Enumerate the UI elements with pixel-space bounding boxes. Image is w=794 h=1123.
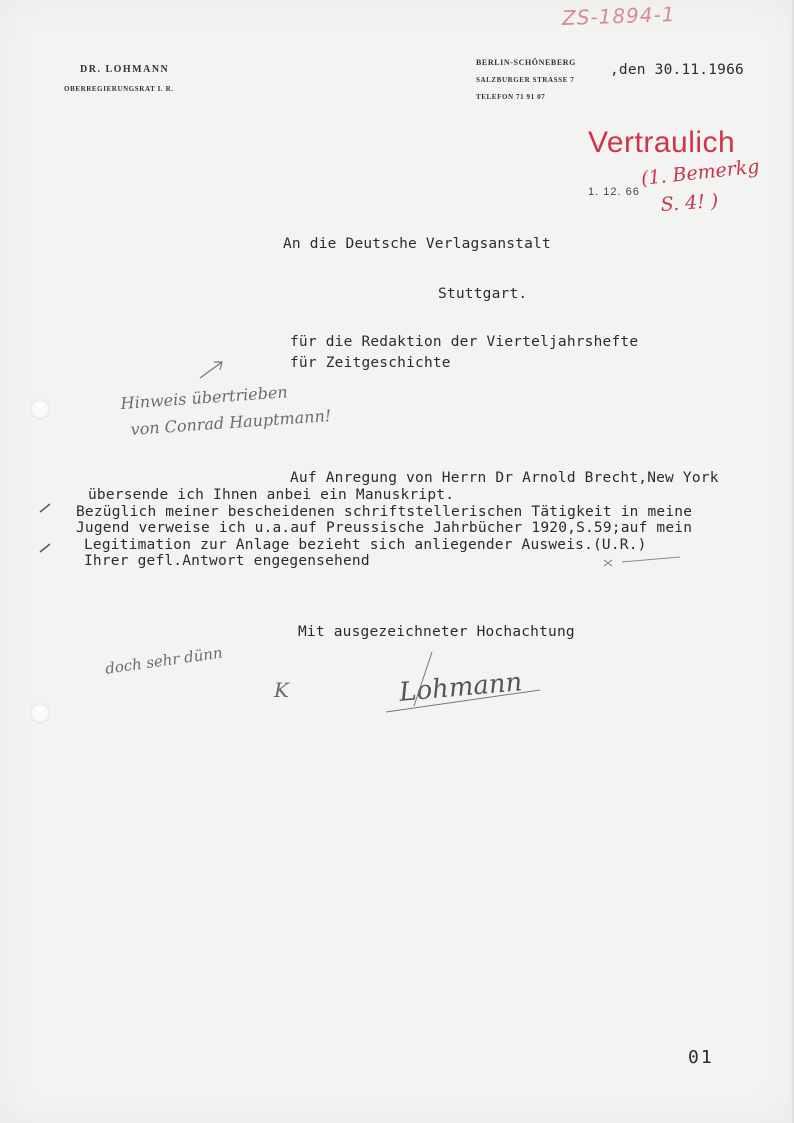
attention-line1: für die Redaktion der Vierteljahrshefte	[290, 334, 639, 350]
closing-formula: Mit ausgezeichneter Hochachtung	[298, 624, 575, 640]
letterhead-address-street: SALZBURGER STRASSE 7	[476, 76, 575, 84]
margin-note-line1: Hinweis übertrieben	[120, 382, 289, 413]
page-number: 01	[688, 1047, 714, 1068]
letterhead-address-city: BERLIN-SCHÖNEBERG	[476, 58, 576, 67]
letter-date: ,den 30.11.1966	[610, 62, 744, 78]
signature-stroke	[414, 652, 432, 706]
letterhead-title: OBERREGIERUNGSRAT I. R.	[64, 85, 174, 93]
body-line-3: Bezüglich meiner bescheidenen schriftstellerischen Tätigkeit in meine	[76, 504, 693, 520]
stamp-note-line2: S. 4! )	[660, 189, 719, 216]
body-line-4: Jugend verweise ich u.a.auf Preussische Jahrbücher 1920,S.59;auf mein	[76, 520, 693, 536]
margin-note-line2: von Conrad Hauptmann!	[130, 405, 332, 439]
arrow-mark-icon	[200, 362, 222, 378]
body-line-1: Auf Anregung von Herrn Dr Arnold Brecht,New York	[290, 470, 719, 486]
confidential-stamp: Vertraulich	[588, 126, 736, 159]
recipient-line: An die Deutsche Verlagsanstalt	[283, 236, 551, 252]
side-initial: K	[274, 678, 289, 702]
attention-line2: für Zeitgeschichte	[290, 355, 451, 371]
underline-mark	[622, 557, 680, 562]
tick-mark-icon	[40, 504, 50, 512]
body-line-2: übersende ich Ihnen anbei ein Manuskript.	[88, 487, 455, 503]
recipient-city: Stuttgart.	[438, 286, 528, 302]
stamp-note-line1: (1. Bemerkg	[640, 155, 761, 190]
body-line-5: Legitimation zur Anlage bezieht sich anliegender Ausweis.(U.R.)	[84, 537, 647, 553]
cross-mark-icon	[604, 560, 612, 566]
letterhead-phone: TELEFON 71 91 07	[476, 93, 546, 101]
received-date-stamp: 1. 12. 66	[588, 186, 640, 198]
tick-mark-icon	[40, 544, 50, 552]
side-note: doch sehr dünn	[104, 643, 224, 678]
signature-underline	[386, 690, 540, 712]
letterhead-name: DR. LOHMANN	[80, 64, 170, 75]
archive-reference: ZS-1894-1	[561, 2, 676, 30]
body-line-6: Ihrer gefl.Antwort engegensehend	[84, 553, 370, 569]
signature: Lohmann	[398, 667, 524, 708]
